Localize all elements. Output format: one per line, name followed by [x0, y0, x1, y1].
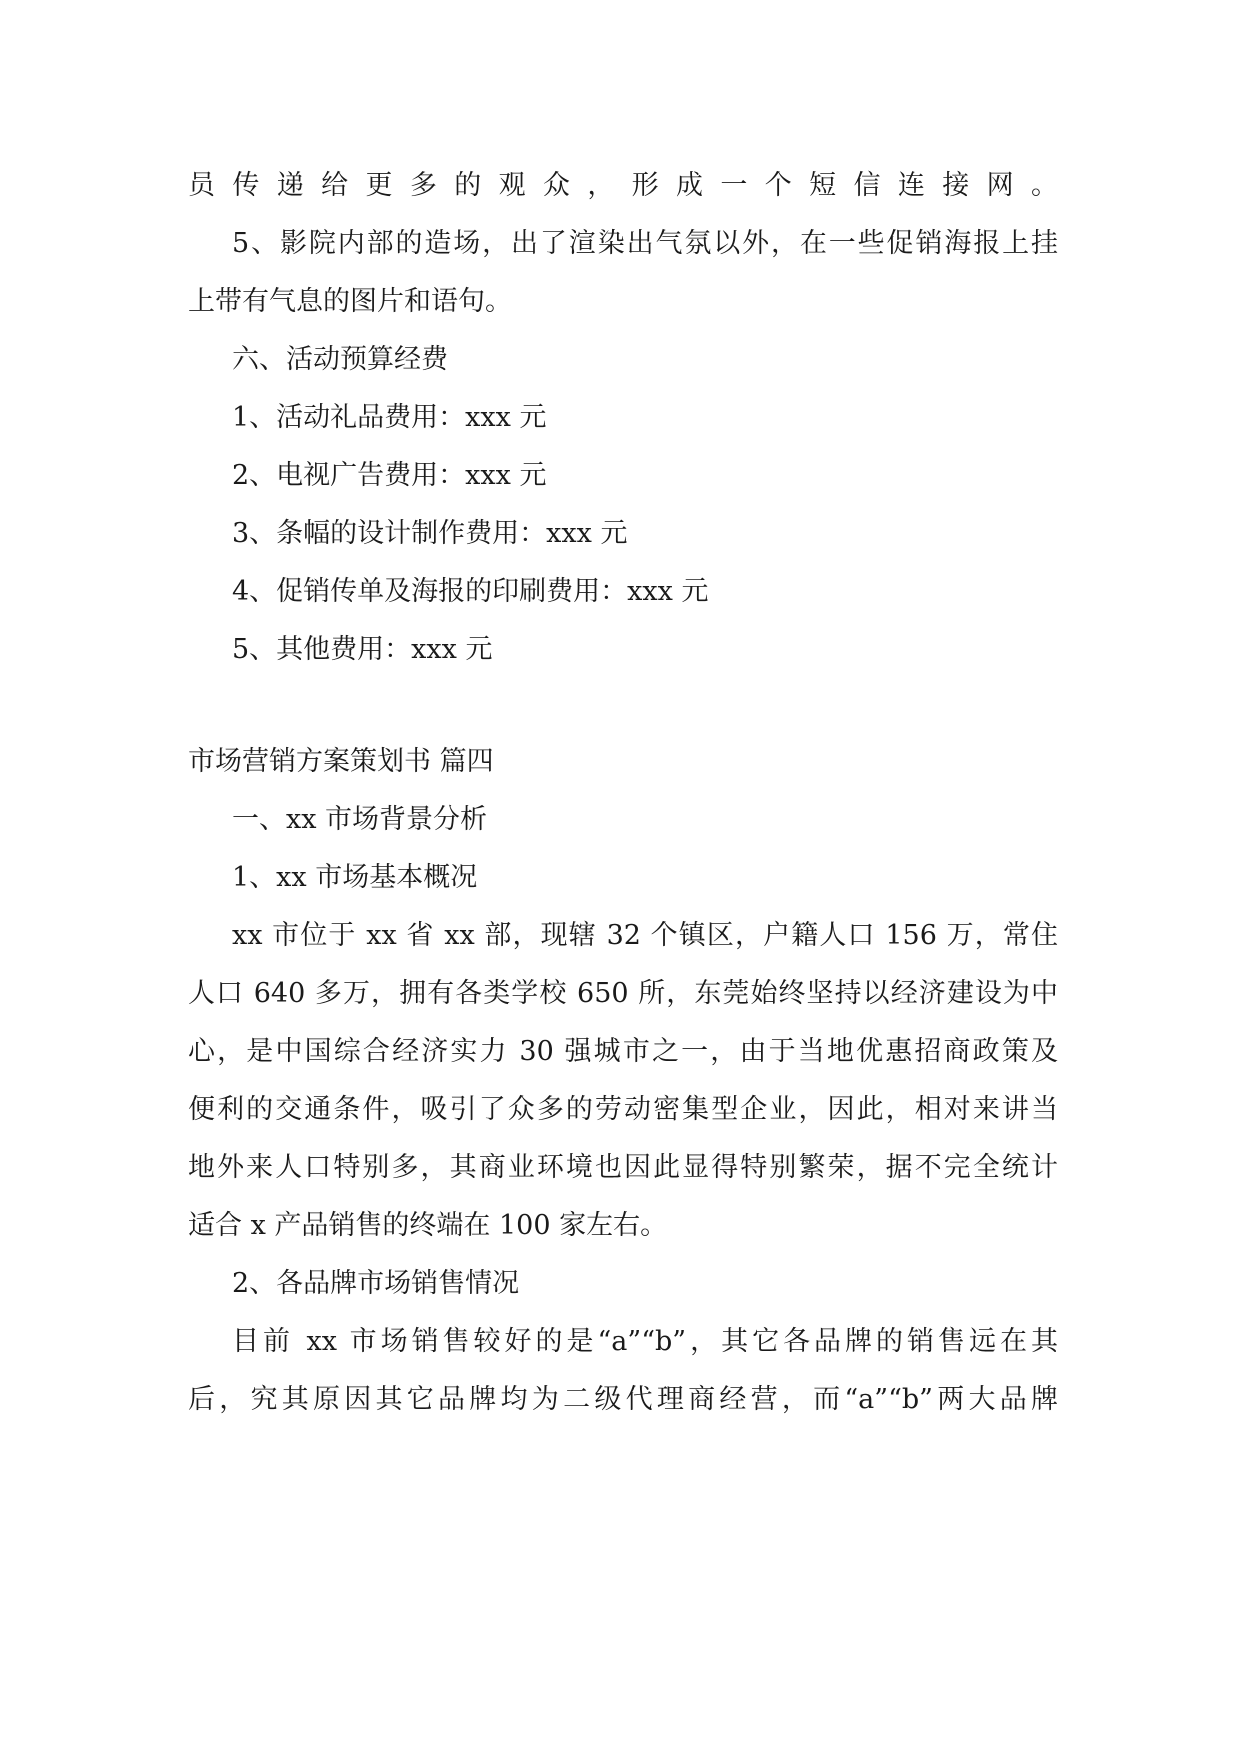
chapter-title: 市场营销方案策划书 篇四: [188, 746, 494, 777]
paragraph-line: 便利的交通条件，吸引了众多的劳动密集型企业，因此，相对来讲当: [188, 1094, 1058, 1125]
paragraph-line: 适合 x 产品销售的终端在 100 家左右。: [188, 1210, 668, 1241]
paragraph-line: 目前 xx 市场销售较好的是“a”“b”，其它各品牌的销售远在其: [232, 1326, 1058, 1357]
section-heading: 六、活动预算经费: [232, 344, 448, 375]
list-item: 2、电视广告费用：xxx 元: [232, 460, 547, 491]
subsection-heading: 2、各品牌市场销售情况: [232, 1268, 520, 1299]
paragraph-line: 人口 640 多万，拥有各类学校 650 所，东莞始终坚持以经济建设为中: [188, 978, 1058, 1009]
section-heading: 一、xx 市场背景分析: [232, 804, 488, 835]
paragraph-line: 后，究其原因其它品牌均为二级代理商经营，而“a”“b”两大品牌: [188, 1384, 1058, 1415]
list-item: 4、促销传单及海报的印刷费用：xxx 元: [232, 576, 709, 607]
paragraph-line: 上带有气息的图片和语句。: [188, 286, 512, 317]
list-item: 1、活动礼品费用：xxx 元: [232, 402, 547, 433]
paragraph-line: 心，是中国综合经济实力 30 强城市之一，由于当地优惠招商政策及: [188, 1036, 1058, 1067]
list-item: 3、条幅的设计制作费用：xxx 元: [232, 518, 628, 549]
paragraph-line: xx 市位于 xx 省 xx 部，现辖 32 个镇区，户籍人口 156 万，常住: [232, 920, 1058, 951]
paragraph-line: 5、影院内部的造场，出了渲染出气氛以外，在一些促销海报上挂: [232, 228, 1058, 259]
list-item: 5、其他费用：xxx 元: [232, 634, 493, 665]
paragraph-line: 地外来人口特别多，其商业环境也因此显得特别繁荣，据不完全统计: [188, 1152, 1058, 1183]
subsection-heading: 1、xx 市场基本概况: [232, 862, 478, 893]
paragraph-line: 员传递给更多的观众，形成一个短信连接网。: [188, 170, 1058, 201]
